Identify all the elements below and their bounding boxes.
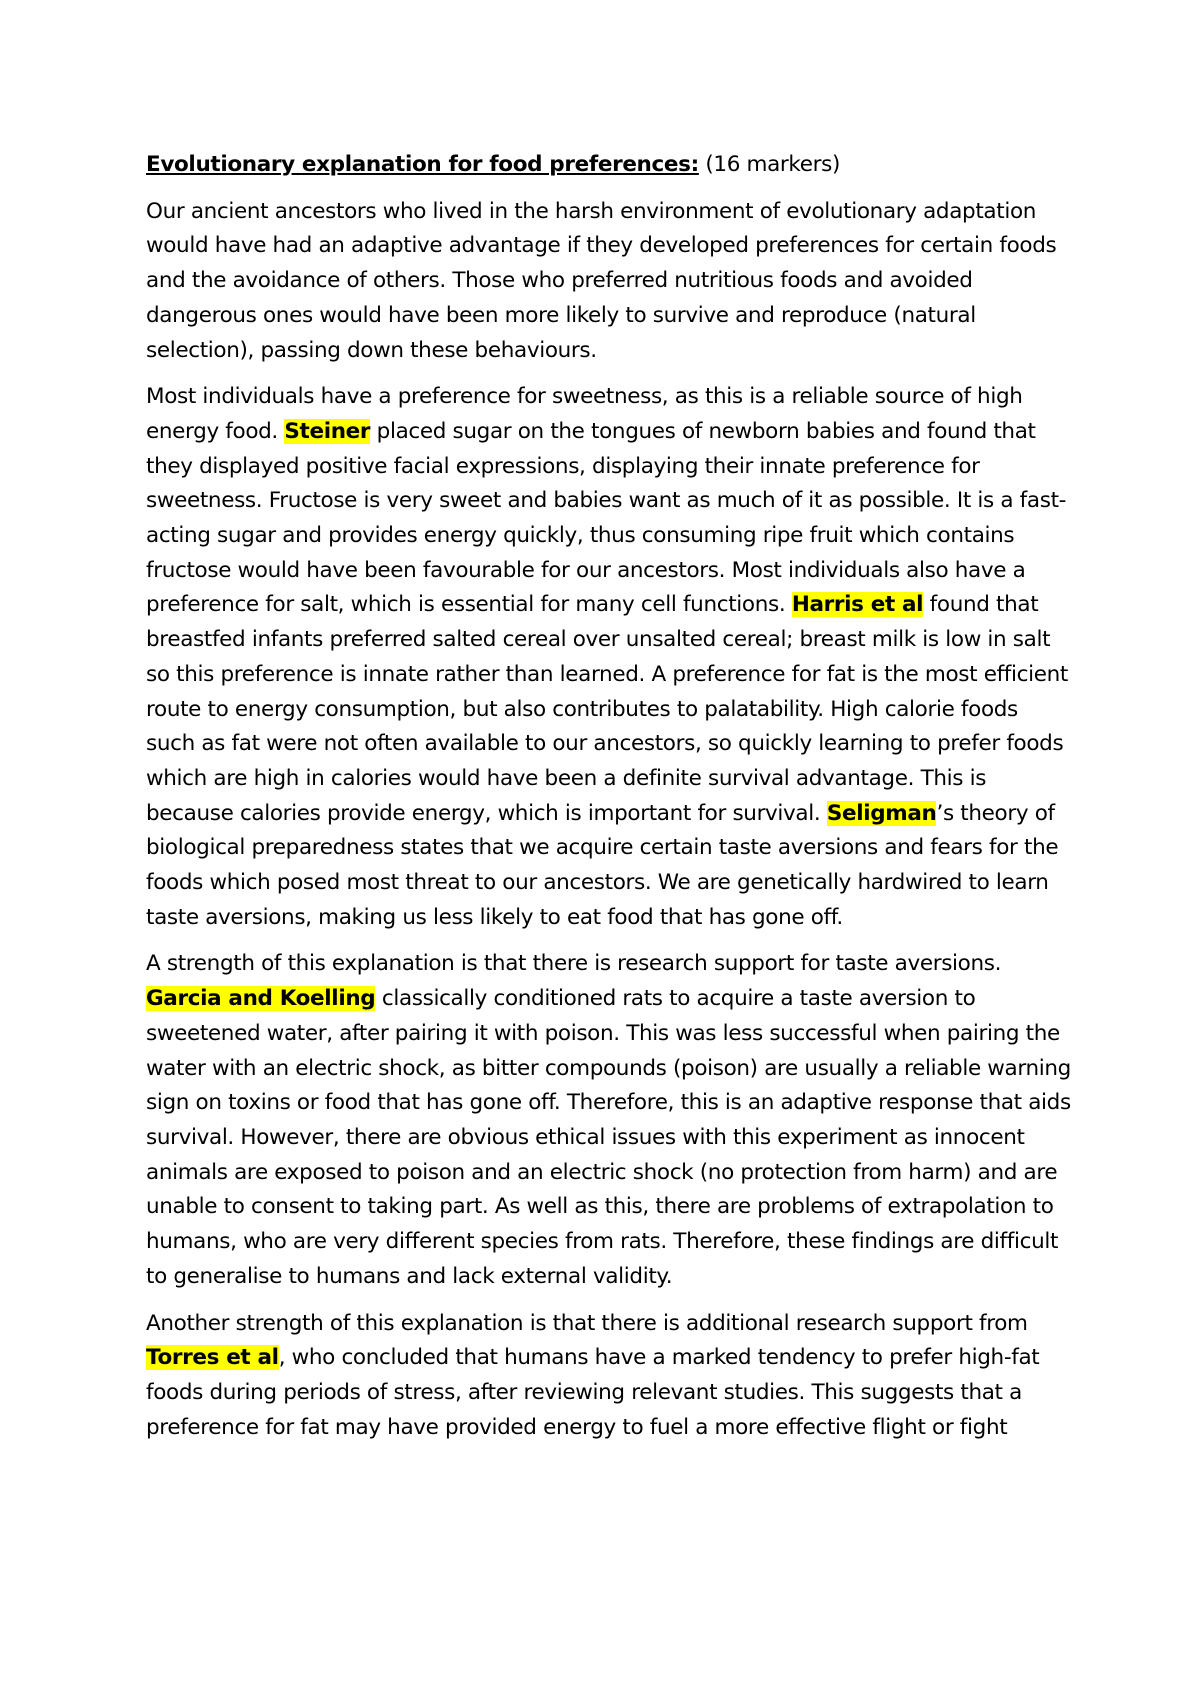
paragraph-preferences	[146, 380, 1071, 935]
heading-line	[146, 148, 1071, 183]
text-segment: , who concluded that humans have a marked tendency to prefer high-fat foods during periods of stress, after reviewing relevant studies. This suggests that a preference for fat may have provided energy to fuel a more effective flight or fight	[146, 1345, 1040, 1440]
text-segment: found that breastfed infants preferred salted cereal over unsalted cereal; breast milk is low in salt so this preference is innate rather than learned. A preference for fat is the most efficient route to energy consumption, but also contributes to palatability. High calorie foods such as fat were not often available to our ancestors, so quickly learning to prefer foods which are high in calories would have been a definite survival advantage. This is because calories provide energy, which is important for survival.	[146, 592, 1068, 826]
highlight-steiner: Steiner	[284, 418, 371, 444]
highlight-harris: Harris et al	[791, 592, 924, 618]
paragraph-strength-2	[146, 1307, 1071, 1446]
text-segment: classically conditioned rats to acquire a taste aversion to sweetened water, after pairing it with poison. This was less successful when pairing the water with an electric shock, as bitter compounds (poison) are usually a reliable warning sign on toxins or food that has gone off. Therefore, this is an adaptive response that aids survival. However, there are obvious ethical issues with this experiment as innocent animals are exposed to poison and an electric shock (no protection from harm) and are unable to consent to taking part. As well as this, there are problems of extrapolation to humans, who are very different species from rats. Therefore, these findings are difficult to generalise to humans and lack external validity.	[146, 986, 1071, 1289]
document-body	[146, 148, 1071, 1457]
text-segment: A strength of this explanation is that there is research support for taste aversions.	[146, 951, 1002, 977]
essay-marks: (16 markers)	[698, 152, 841, 177]
text-segment: placed sugar on the tongues of newborn babies and found that they displayed positive facial expressions, displaying their innate preference for sweetness. Fructose is very sweet and babies want as much of it as possible. It is a fast-acting sugar and provides energy quickly, thus consuming ripe fruit which contains fructose would have been favourable for our ancestors. Most individuals also have a preference for salt, which is essential for many cell functions.	[146, 418, 1067, 618]
paragraph-strength-1	[146, 947, 1071, 1294]
paragraph-intro-text: Our ancient ancestors who lived in the harsh environment of evolutionary adaptation would have had an adaptive advantage if they developed preferences for certain foods and the avoidance of others. Those who preferred nutritious foods and avoided dangerous ones would have been more likely to survive and reproduce (natural selection), passing down these behaviours.	[146, 198, 1057, 363]
text-segment: Most individuals have a preference for sweetness, as this is a reliable source of high energy food.	[146, 384, 1023, 444]
text-segment: ’s theory of biological preparedness states that we acquire certain taste aversions and fears for the foods which posed most threat to our ancestors. We are genetically hardwired to learn taste aversions, making us less likely to eat food that has gone off.	[146, 800, 1059, 930]
text-segment: Another strength of this explanation is that there is additional research support from	[146, 1310, 1028, 1336]
highlight-torres: Torres et al	[146, 1345, 279, 1371]
highlight-seligman: Seligman	[826, 800, 937, 826]
paragraph-intro	[146, 195, 1071, 369]
essay-title: Evolutionary explanation for food preferences:	[146, 152, 699, 177]
highlight-garcia-koelling: Garcia and Koelling	[146, 986, 376, 1012]
